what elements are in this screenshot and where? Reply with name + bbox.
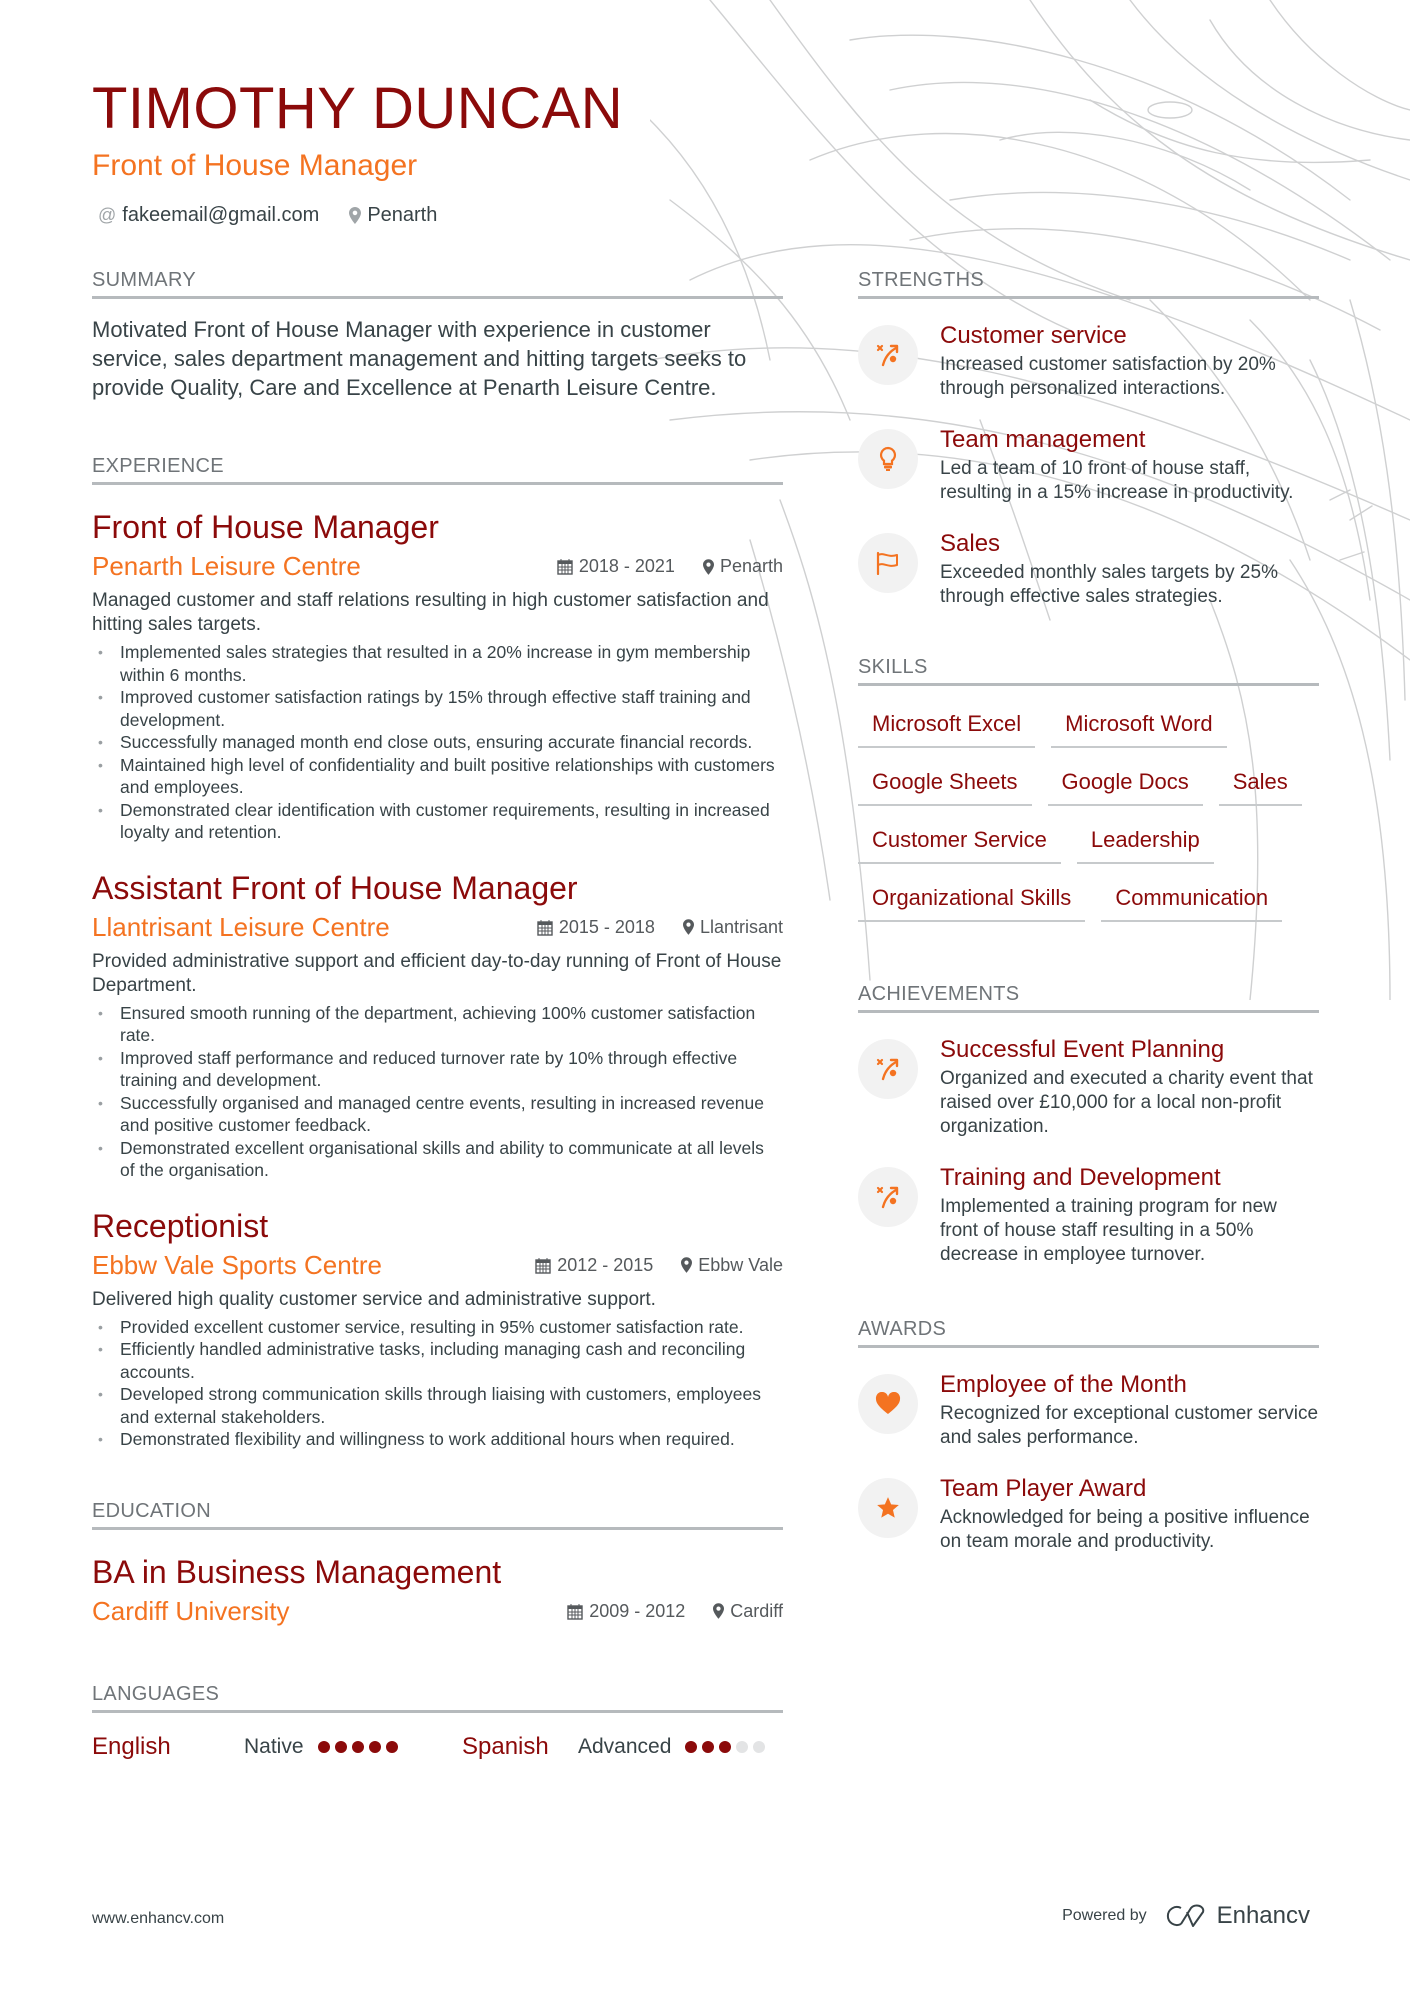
at-sign-icon: @ xyxy=(98,205,117,225)
strategy-icon xyxy=(858,1167,918,1227)
awards-section xyxy=(858,1317,1319,1554)
rating-dot-filled xyxy=(318,1741,330,1753)
contact-info xyxy=(92,204,623,227)
right-column xyxy=(858,268,1319,1554)
award-description: Recognized for exceptional customer service and sales performance. xyxy=(940,1403,1319,1448)
company-name: Penarth Leisure Centre xyxy=(92,551,361,581)
award-title: Team Player Award xyxy=(940,1475,1147,1502)
rating-dot-filled xyxy=(719,1741,731,1753)
achievement-title: Training and Development xyxy=(940,1164,1221,1191)
award-item xyxy=(858,1370,1319,1450)
language-level: Advanced xyxy=(578,1734,672,1758)
skills-section xyxy=(858,655,1319,922)
languages-section xyxy=(92,1682,783,1761)
job-title: Assistant Front of House Manager xyxy=(92,869,578,906)
candidate-name: TIMOTHY DUNCAN xyxy=(92,76,624,141)
strength-title: Team management xyxy=(940,426,1146,453)
achievement-description: Implemented a training program for new front of house staff resulting in a 50% decrease in employee turnover. xyxy=(940,1196,1277,1265)
location-text: Penarth xyxy=(367,204,438,226)
skills-list xyxy=(858,704,1319,922)
skill-tag: Microsoft Excel xyxy=(858,704,1035,748)
section-title-experience: EXPERIENCE xyxy=(92,454,783,485)
bullet-item: • Ensured smooth running of the department, achieving 100% customer satisfaction rate. xyxy=(92,1002,783,1047)
strength-item xyxy=(858,529,1319,609)
section-title-skills: SKILLS xyxy=(858,655,1319,686)
rating-dot-filled xyxy=(352,1741,364,1753)
language-rating xyxy=(685,1741,765,1753)
achievement-item xyxy=(858,1163,1319,1267)
experience-entry xyxy=(92,1206,783,1451)
bullet-item: • Developed strong communication skills through liaising with customers, employees and external stakeholders. xyxy=(92,1383,783,1428)
bullet-item: • Implemented sales strategies that resulted in a 20% increase in gym membership within 6 months. xyxy=(92,641,783,686)
job-title: Front of House Manager xyxy=(92,509,439,545)
calendar-icon xyxy=(535,1257,551,1274)
enhancv-logo-icon xyxy=(1165,1904,1209,1928)
strength-description: Increased customer satisfaction by 20% through personalized interactions. xyxy=(940,354,1276,399)
strengths-section xyxy=(858,268,1319,609)
candidate-title: Front of House Manager xyxy=(92,149,418,182)
job-description: Provided administrative support and efficient day-to-day running of Front of House Department. xyxy=(92,950,782,996)
calendar-icon xyxy=(567,1603,583,1620)
achievement-description: Organized and executed a charity event that raised over £10,000 for a local non-profit organization. xyxy=(940,1068,1313,1137)
company-name: Llantrisant Leisure Centre xyxy=(92,911,390,942)
strength-description: Exceeded monthly sales targets by 25% through effective sales strategies. xyxy=(940,562,1278,607)
location-pin-icon xyxy=(683,919,694,935)
skill-tag: Leadership xyxy=(1077,820,1214,864)
section-title-achievements: ACHIEVEMENTS xyxy=(858,982,1319,1013)
section-title-education: EDUCATION xyxy=(92,1499,783,1530)
enhancv-logo[interactable] xyxy=(1165,1902,1310,1930)
skill-tag: Google Docs xyxy=(1048,762,1203,806)
calendar-icon xyxy=(557,558,573,575)
job-dates: 2012 - 2015 xyxy=(535,1255,653,1276)
section-title-languages: LANGUAGES xyxy=(92,1682,783,1713)
summary-section xyxy=(92,268,783,402)
skill-tag: Microsoft Word xyxy=(1051,704,1227,748)
job-description: Delivered high quality customer service and administrative support. xyxy=(92,1288,656,1310)
language-item xyxy=(462,1733,765,1761)
rating-dot-filled xyxy=(369,1741,381,1753)
award-item xyxy=(858,1474,1319,1554)
experience-section xyxy=(92,454,783,1451)
education-entry xyxy=(92,1552,783,1628)
language-name: English xyxy=(92,1732,171,1760)
powered-by-text: Powered by xyxy=(1062,1907,1147,1924)
language-name: Spanish xyxy=(462,1732,549,1760)
skill-tag: Customer Service xyxy=(858,820,1061,864)
bullet-item: • Provided excellent customer service, resulting in 95% customer satisfaction rate. xyxy=(92,1316,783,1339)
footer-branding xyxy=(1062,1902,1310,1930)
section-title-awards: AWARDS xyxy=(858,1317,1319,1348)
education-dates: 2009 - 2012 xyxy=(567,1601,685,1622)
bullet-item: • Improved staff performance and reduced turnover rate by 10% through effective training and development. xyxy=(92,1047,783,1092)
strength-title: Customer service xyxy=(940,322,1127,349)
languages-list xyxy=(92,1733,783,1761)
email-text: fakeemail@gmail.com xyxy=(122,204,320,226)
strength-title: Sales xyxy=(940,530,1001,557)
location-pin-icon xyxy=(703,559,714,575)
bullet-item: • Improved customer satisfaction ratings by 15% through effective staff training and development. xyxy=(92,686,783,731)
job-bullets xyxy=(92,1316,783,1451)
rating-dot-empty xyxy=(736,1741,748,1753)
summary-text: Motivated Front of House Manager with experience in customer service, sales department management and hitting targets seeks to provide Quality, Care and Excellence at Penarth Leisure Centre. xyxy=(92,317,747,400)
heart-icon xyxy=(858,1374,918,1434)
footer-website-link[interactable]: www.enhancv.com xyxy=(92,1910,225,1927)
job-dates: 2018 - 2021 xyxy=(557,556,675,577)
star-icon xyxy=(858,1478,918,1538)
job-location: Penarth xyxy=(703,556,783,577)
experience-entry xyxy=(92,868,783,1182)
contact-location xyxy=(349,204,437,227)
award-title: Employee of the Month xyxy=(940,1371,1187,1398)
education-location: Cardiff xyxy=(713,1601,783,1622)
language-level: Native xyxy=(244,1734,304,1758)
location-pin-icon xyxy=(349,207,361,224)
location-pin-icon xyxy=(681,1257,692,1273)
bullet-item: • Successfully organised and managed centre events, resulting in increased revenue and positive customer feedback. xyxy=(92,1092,783,1137)
degree-title: BA in Business Management xyxy=(92,1553,502,1590)
job-dates: 2015 - 2018 xyxy=(537,917,655,938)
rating-dot-filled xyxy=(702,1741,714,1753)
experience-entry xyxy=(92,507,783,844)
left-column xyxy=(92,268,783,1761)
job-bullets xyxy=(92,641,783,844)
bullet-item: • Demonstrated flexibility and willingness to work additional hours when required. xyxy=(92,1428,783,1451)
school-name: Cardiff University xyxy=(92,1595,290,1626)
contact-email[interactable] xyxy=(98,204,319,227)
section-title-summary: SUMMARY xyxy=(92,268,783,299)
bullet-item: • Maintained high level of confidentiality and built positive relationships with customers and employees. xyxy=(92,754,783,799)
skill-tag: Sales xyxy=(1219,762,1302,806)
strength-item xyxy=(858,425,1319,505)
flag-icon xyxy=(858,533,918,593)
job-description: Managed customer and staff relations resulting in high customer satisfaction and hitting sales targets. xyxy=(92,590,769,635)
award-description: Acknowledged for being a positive influence on team morale and productivity. xyxy=(940,1507,1310,1552)
resume-header xyxy=(92,76,623,227)
lightbulb-icon xyxy=(858,429,918,489)
rating-dot-filled xyxy=(685,1741,697,1753)
rating-dot-filled xyxy=(386,1741,398,1753)
rating-dot-filled xyxy=(335,1741,347,1753)
bullet-item: • Demonstrated excellent organisational skills and ability to communicate at all levels of the organisation. xyxy=(92,1137,783,1182)
brand-name: Enhancv xyxy=(1216,1902,1310,1929)
rating-dot-empty xyxy=(753,1741,765,1753)
achievement-item xyxy=(858,1035,1319,1139)
skill-tag: Communication xyxy=(1101,878,1282,922)
language-rating xyxy=(318,1741,398,1753)
bullet-item: • Successfully managed month end close outs, ensuring accurate financial records. xyxy=(92,731,783,754)
bullet-item: • Efficiently handled administrative tasks, including managing cash and reconciling accounts. xyxy=(92,1338,783,1383)
company-name: Ebbw Vale Sports Centre xyxy=(92,1249,382,1280)
job-location: Ebbw Vale xyxy=(681,1255,783,1276)
job-bullets xyxy=(92,1002,783,1182)
strength-description: Led a team of 10 front of house staff, resulting in a 15% increase in productivity. xyxy=(940,458,1294,503)
section-title-strengths: STRENGTHS xyxy=(858,268,1319,299)
skill-tag: Google Sheets xyxy=(858,762,1032,806)
strategy-icon xyxy=(858,325,918,385)
location-pin-icon xyxy=(713,1603,724,1619)
strategy-icon xyxy=(858,1039,918,1099)
achievement-title: Successful Event Planning xyxy=(940,1036,1225,1063)
calendar-icon xyxy=(537,919,553,936)
strength-item xyxy=(858,321,1319,401)
job-title: Receptionist xyxy=(92,1207,269,1244)
job-location: Llantrisant xyxy=(683,917,783,938)
education-section xyxy=(92,1499,783,1628)
language-item xyxy=(92,1733,462,1761)
skill-tag: Organizational Skills xyxy=(858,878,1085,922)
achievements-section xyxy=(858,982,1319,1267)
bullet-item: • Demonstrated clear identification with customer requirements, resulting in increased loyalty and retention. xyxy=(92,799,783,844)
